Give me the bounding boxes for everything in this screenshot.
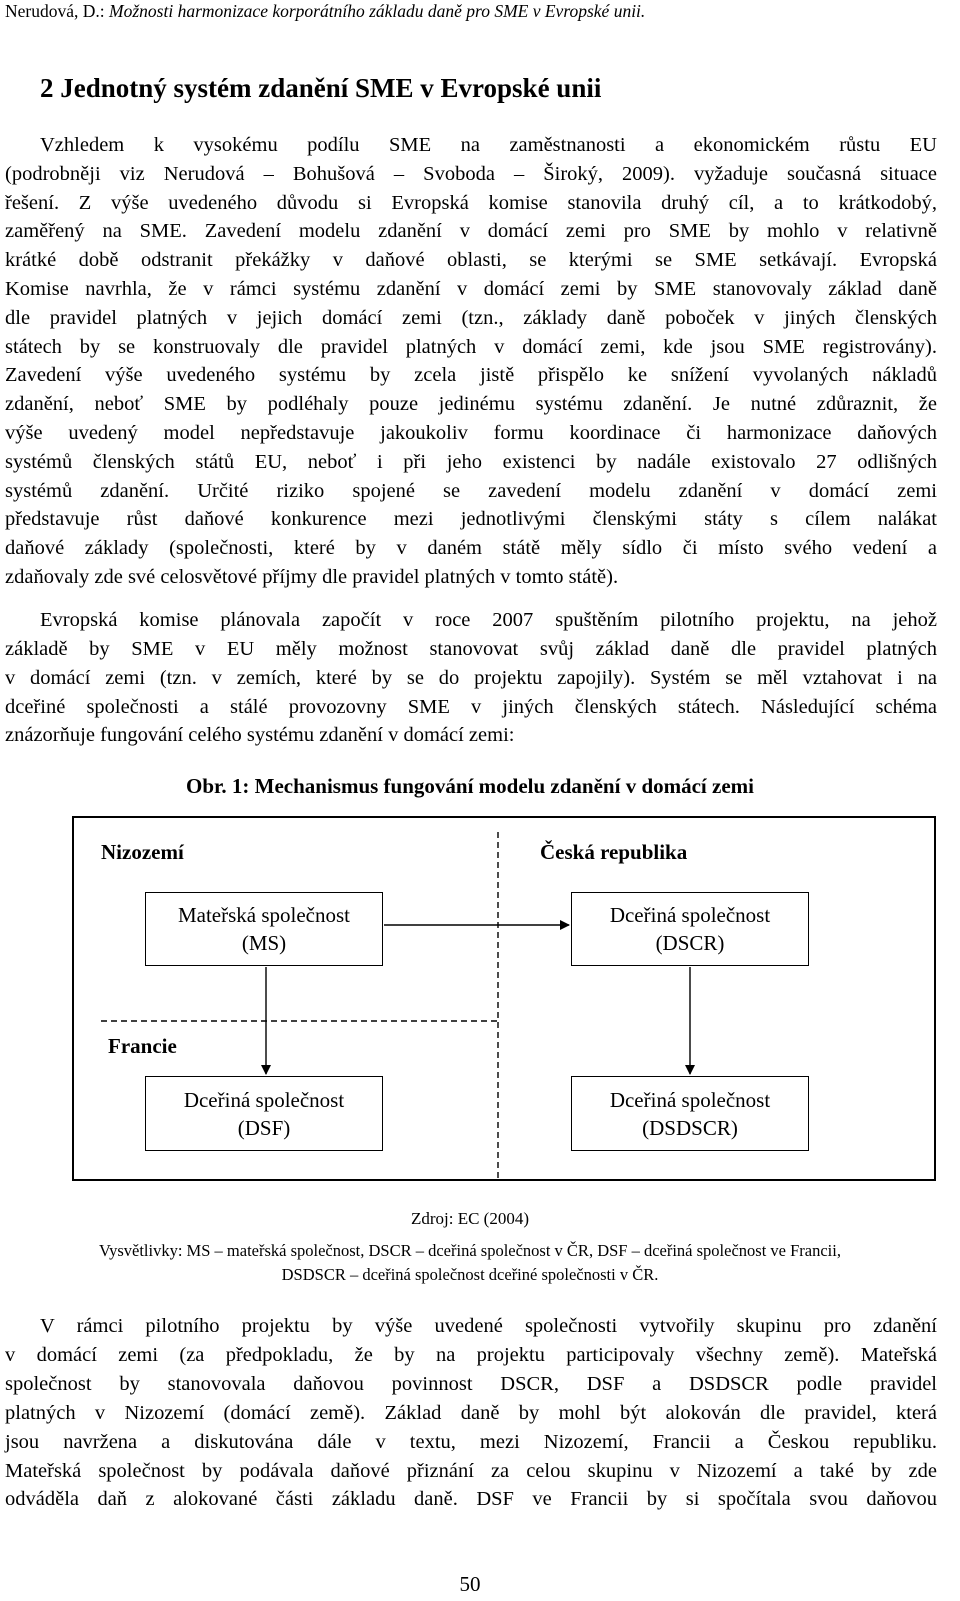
country-label-netherlands: Nizozemí: [101, 840, 184, 864]
text-line: odváděla daň z alokované části základu daně. DSF ve Francii by si spočítala svou daňovou: [5, 1488, 937, 1510]
figure-legend-line: Vysvětlivky: MS – mateřská společnost, DSCR – dceřiná společnost v ČR, DSF – dceřiná společnost ve Francii,: [99, 1241, 841, 1260]
box-abbrev: (MS): [241, 931, 287, 955]
text-line: krátké době odstranit překážky v daňové oblasti, se kterými se SME setkávají. Evropská: [5, 249, 937, 271]
box-abbrev: (DSDSCR): [642, 1115, 738, 1140]
text-line: zaměřený na SME. Zavedení modelu zdanění v domácí zemi pro SME by mohlo v relativně: [5, 220, 937, 242]
text-line: výše uvedený model nepředstavuje jakoukoliv formu koordinace či harmonizace daňových: [5, 422, 937, 444]
box-abbrev: (DSCR): [655, 931, 725, 955]
header-subtitle: Možnosti harmonizace korporátního základu daně pro SME v Evropské unii.: [109, 1, 646, 21]
box-label: Dceřiná společnost: [609, 1087, 771, 1112]
figure-title: Obr. 1: Mechanismus fungování modelu zdanění v domácí zemi: [185, 774, 754, 798]
running-header: [5, 1, 645, 22]
text-line: představuje růst daňové konkurence mezi jednotlivými členskými státy s cílem nalákat: [5, 508, 937, 530]
box-subsidiary-dscr: [571, 892, 809, 966]
text-line: Mateřská společnost by podávala daňové přiznání za celou skupinu v Nizozemí a také by zde: [5, 1460, 937, 1482]
box-label: Dceřiná společnost: [609, 903, 771, 927]
text-line: Vzhledem k vysokému podílu SME na zaměstnanosti a ekonomickém růstu EU: [40, 134, 937, 156]
text-line: platných v Nizozemí (domácí země). Základ daně by mohl být alokován dle pravidel, která: [5, 1402, 937, 1424]
text-line: systémů členských států EU, neboť i při jeho existenci by nadále existovalo 27 odlišných: [5, 451, 937, 473]
box-label: Mateřská společnost: [177, 903, 351, 927]
text-line: (podrobněji viz Nerudová – Bohušová – Svoboda – Široký, 2009). vyžaduje současná situace: [5, 163, 937, 185]
text-line: v domácí zemi (za předpokladu, že by na projektu participovaly všechny země). Mateřská: [5, 1344, 937, 1366]
country-label-france: Francie: [108, 1034, 177, 1058]
figure-legend-line: DSDSCR – dceřiná společnost dceřiné společnosti v ČR.: [281, 1265, 659, 1284]
page-number: 50: [459, 1572, 481, 1596]
text-line: systémů zdanění. Určité riziko spojené se zavedení modelu zdanění v domácí zemi: [5, 480, 937, 502]
text-line: dle pravidel platných v jejich domácí zemi (tzn., základy daně poboček v jiných členských: [5, 307, 937, 329]
text-line: zdanění, neboť SME by podléhaly pouze jedinému systému zdanění. Je nutné zdůraznit, že: [5, 393, 937, 415]
box-parent-company-ms: [145, 892, 383, 966]
text-line: Komise navrhla, že v rámci systému zdanění v domácí zemi by SME stanovovaly základ daně: [5, 278, 937, 300]
box-label: Dceřiná společnost: [183, 1087, 345, 1112]
text-line: základě by SME v EU měly možnost stanovovat svůj základ daně dle pravidel platných: [5, 638, 937, 660]
text-line: znázorňuje fungování celého systému zdanění v domácí zemi:: [5, 724, 515, 746]
text-line: Evropská komise plánovala započít v roce 2007 spuštěním pilotního projektu, na jehož: [40, 609, 937, 631]
text-line: řešení. Z výše uvedeného důvodu si Evropská komise stanovila druhý cíl, a to krátkodobý,: [5, 192, 937, 214]
text-line: dceřiné společnosti a stálé provozovny SME v jiných členských státech. Následující schéma: [5, 696, 937, 718]
text-line: zdaňovaly zde své celosvětové příjmy dle pravidel platných v tomto státě).: [5, 566, 619, 588]
section-title: 2 Jednotný systém zdanění SME v Evropské unii: [40, 73, 602, 103]
text-line: V rámci pilotního projektu by výše uvedené společnosti vytvořily skupinu pro zdanění: [40, 1315, 937, 1337]
header-author: Nerudová, D.:: [5, 1, 105, 21]
text-line: daňové základy (společnosti, které by v daném státě měly sídlo či místo svého vedení a: [5, 537, 937, 559]
text-line: Zavedení výše uvedeného systému by zcela jistě přispělo ke snížení vyvolaných nákladů: [5, 364, 937, 386]
box-subsidiary-dsdscr: [571, 1076, 809, 1151]
box-subsidiary-dsf: [145, 1076, 383, 1151]
figure-source: Zdroj: EC (2004): [410, 1209, 530, 1228]
box-abbrev: (DSF): [237, 1115, 291, 1140]
country-label-czech-republic: Česká republika: [540, 840, 688, 864]
text-line: společnost by stanovovala daňovou povinnost DSCR, DSF a DSDSCR podle pravidel: [5, 1373, 937, 1395]
text-line: jsou navržena a diskutována dále v textu, mezi Nizozemí, Francii a Českou republiku.: [5, 1431, 937, 1453]
text-line: státech by se konstruovaly dle pravidel platných v domácí zemi, kde jsou SME registrovány).: [5, 336, 937, 358]
text-line: v domácí zemi (tzn. v zemích, které by se do projektu zapojily). Systém se měl vztahovat i na: [5, 667, 937, 689]
